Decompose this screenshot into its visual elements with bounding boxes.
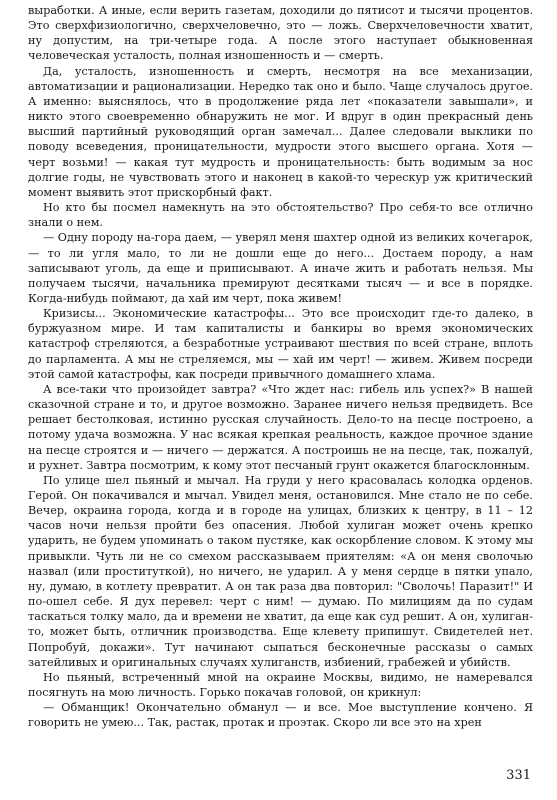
paragraph-2: Да, усталость, изношенность и смерть, несмотря на все механизации, автоматизации и рационализации. Нередко так оно и было. Чаще случалось другое. А именно: выяснялось, что в продолжение ряда лет «показатели завышали», и никто этого своевременно обнаружить не мог. И вдруг в один прекрасный день высший партийный руководящий орган замечал... Далее следовали выклики по поводу всеведения, проницательности, мудрости этого высшего органа. Хотя — черт возьми! — какая тут мудрость и проницательность: быть водимым за нос долгие годы, не чувствовать этого и наконец в какой-то черескур уж критический момент выявить этот прискорбный факт.	[28, 64, 533, 199]
paragraph-4: — Одну породу на-гора даем, — уверял меня шахтер одной из великих кочегарок, — то ли угля мало, то ли не дошли еще до него... Достаем породу, а нам записывают уголь, да еще и приписывают. А иначе жить и работать нельзя. Мы получаем тысячи, начальника премируют десятками тысяч — и все в порядке. Когда-нибудь поймают, да хай им черт, пока живем!	[28, 231, 533, 305]
document-page	[28, 3, 533, 731]
paragraph-5: Кризисы... Экономические катастрофы... Это все происходит где-то далеко, в буржуазном мире. И там капиталисты и банкиры во время экономических катастроф стреляются, а безработные устраивают шествия по всей стране, вплоть до парламента. А мы не стреляемся, мы — хай им черт! — живем. Живем посреди этой самой катастрофы, как посреди привычного домашнего хлама.	[28, 307, 533, 381]
paragraph-8: Но пьяный, встреченный мной на окраине Москвы, видимо, не намеревался посягнуть на мою личность. Горько покачав головой, он крикнул:	[28, 670, 533, 700]
paragraph-7: По улице шел пьяный и мычал. На груди у него красовалась колодка орденов. Герой. Он покачивался и мычал. Увидел меня, остановился. Мне стало не по себе. Вечер, окраина города, когда и в городе на улицах, близких к центру, в 11 – 12 часов ночи нельзя пройти без опасения. Любой хулиган может очень крепко ударить, не будем упоминать о таком пустяке, как оскорбление словом. К этому мы привыкли. Чуть ли не со смехом рассказываем приятелям: «А он меня сволочью назвал (или проституткой), но ничего, не ударил. А у меня сердце в пятки упало, ну, думаю, в котлету превратит. А он так раза два повторил: "Сволочь! Паразит!" И по-ошел себе. Я дух перевел: черт с ним! — думаю. По милициям да по судам таскаться толку мало, да и времени не хватит, да еще как суд решит. А он, хулиган-то, может быть, отличник производства. Еще клевету припишут. Свидетелей нет. Попробуй, докажи». Тут начинают сыпаться бесконечные рассказы о самых затейливых и оригинальных случаях хулиганств, избиений, грабежей и убийств.	[28, 473, 533, 669]
paragraph-6: А все-таки что произойдет завтра? «Что ждет нас: гибель иль успех?» В нашей сказочной стране и то, и другое возможно. Заранее ничего нельзя предвидеть. Все решает бестолковая, истинно русская случайность. Дело-то на песце построено, а потому удача возможна. У нас всякая крепкая реальность, каждое прочное здание на песце строятся и — ничего — держатся. А построишь не на песце, так, пожалуй, и рухнет. Завтра посмотрим, к кому этот песчаный грунт окажется благосклонным.	[28, 382, 533, 472]
paragraph-9: — Обманщик! Окончательно обманул — и все. Мое выступление кончено. Я говорить не умею... Так, растак, протак и проэтак. Скоро ли все это на хрен	[28, 701, 533, 730]
page-number: 331	[506, 768, 531, 783]
paragraph-3: Но кто бы посмел намекнуть на это обстоятельство? Про себя-то все отлично знали о нем.	[28, 201, 533, 230]
paragraph-1: выработки. А иные, если верить газетам, доходили до пятисот и тысячи процентов. Это сверхфизиологично, сверхчеловечно, это — ложь. Сверхчеловечности хватит, ну допустим, на три-четыре года. А после этого наступает обыкновенная человеческая усталость, полная изношенность и — смерть.	[28, 4, 533, 63]
